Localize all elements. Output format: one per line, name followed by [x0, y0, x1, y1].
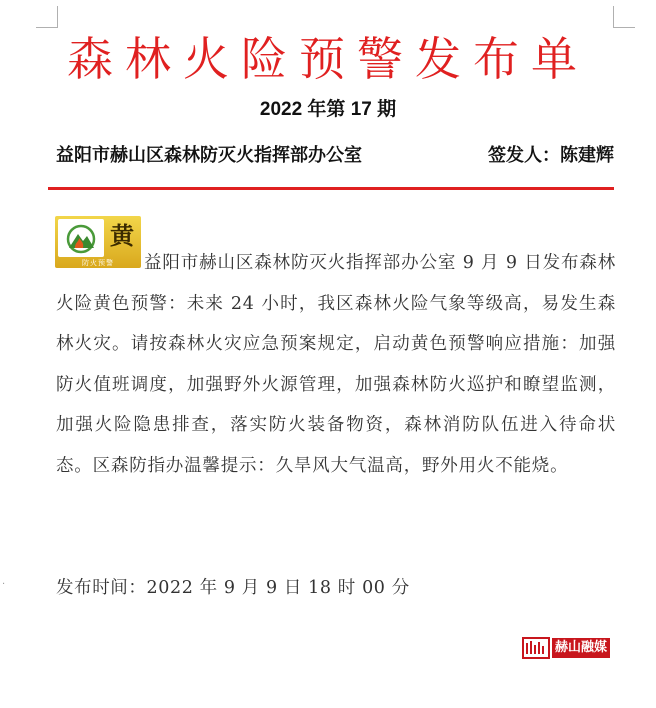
red-divider	[48, 187, 614, 190]
badge-level-char: 黄	[110, 221, 134, 250]
release-time: 发布时间：2022 年 9 月 9 日 18 时 00 分	[56, 578, 410, 598]
watermark-text: 赫山融媒	[552, 638, 610, 658]
issue-number: 2022 年第 17 期	[259, 99, 397, 120]
margin-marker-icon: ·	[2, 579, 6, 590]
media-watermark	[522, 636, 622, 660]
issuing-office: 益阳市赫山区森林防灭火指挥部办公室	[56, 145, 362, 165]
signer: 签发人：陈建辉	[488, 145, 614, 165]
badge-subtitle: 防火预警	[82, 259, 114, 267]
warning-body-text: 益阳市赫山区森林防灭火指挥部办公室 9 月 9 日发布森林火险黄色预警：未来 24 小时，我区森林火险气象等级高，易发生森林火灾。请按森林火灾应急预案规定，启动黄色预警响应措施：加强防火值班调度，加强野外火源管理，加强森林防火巡护和瞭望监测，加强火险隐患排查，落实防火装备物资，森林消防队伍进入待命状态。区森防指办温馨提示：久旱风大气温高，野外用火不能烧。	[56, 253, 616, 476]
watermark-logo-icon	[522, 637, 550, 659]
issuer-row	[56, 140, 614, 170]
document-title: 森林火险预警发布单	[67, 32, 589, 86]
